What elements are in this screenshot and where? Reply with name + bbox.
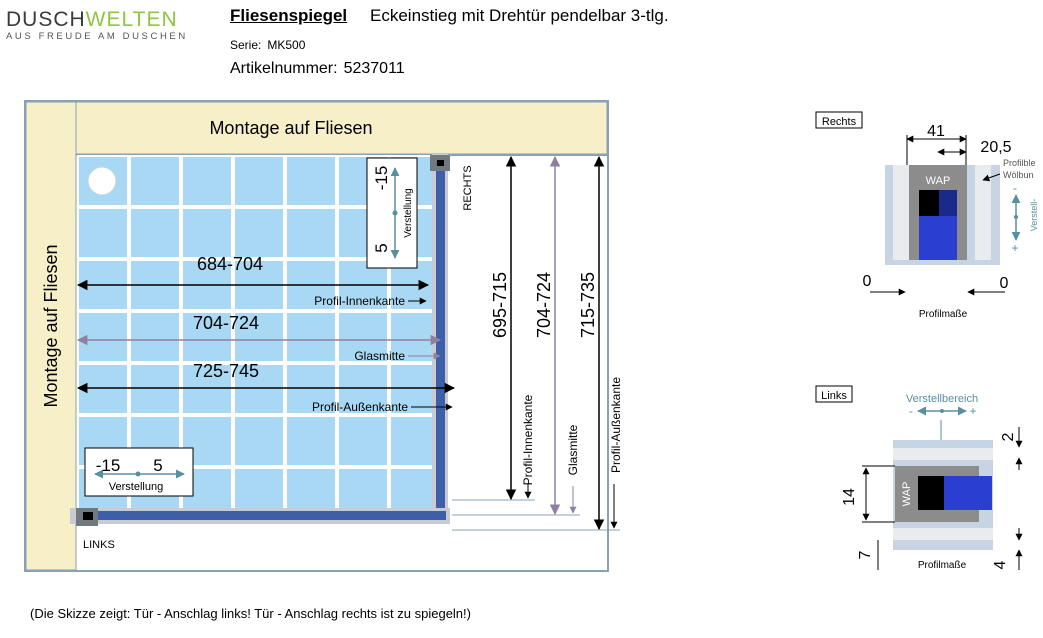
artikel-label: Artikelnummer: xyxy=(230,60,338,77)
detail-rechts-dim-top: 41 xyxy=(927,123,945,140)
adjust-right-label: Verstellung xyxy=(403,188,414,238)
serie-label: Serie: xyxy=(230,38,262,52)
detail-rechts-zero-left: 0 xyxy=(862,273,872,290)
page-title: Fliesenspiegel xyxy=(230,6,348,25)
side-label-rechts: RECHTS xyxy=(462,165,474,211)
detail-links-caption: Profilmaße xyxy=(917,560,967,571)
detail-rechts-caption: Profilmaße xyxy=(918,309,968,320)
vdim-value-2: 715-735 xyxy=(578,271,598,339)
detail-rechts-adjust-label: Verstell- xyxy=(1029,198,1039,232)
footer-note: (Die Skizze zeigt: Tür - Anschlag links! Tür - Anschlag rechts ist zu spiegeln!) xyxy=(30,606,471,621)
hdim-label-2: Profil-Außenkante xyxy=(311,400,408,414)
vdim-label-1: Glasmitte xyxy=(566,424,580,476)
wall-left-label: Montage auf Fliesen xyxy=(41,244,61,408)
vdim-label-2: Profil-Außenkante xyxy=(609,376,623,474)
hdim-value-0: 684-704 xyxy=(196,254,264,274)
detail-links-dim-bottom-right: 4 xyxy=(992,560,1009,570)
glass-profile-right xyxy=(430,154,450,522)
vdim-value-1: 704-724 xyxy=(534,271,554,339)
adjust-left-label: Verstellung xyxy=(108,481,164,493)
detail-links-dim-bottom-left: 7 xyxy=(857,550,874,560)
detail-rechts-plus: + xyxy=(1011,241,1019,255)
detail-links-minus: - xyxy=(909,404,913,418)
detail-links-dim-top: 2 xyxy=(1000,432,1017,442)
detail-rechts-zero-right: 0 xyxy=(999,275,1009,292)
hdim-label-1: Glasmitte xyxy=(354,349,405,363)
adjust-left-min: -15 xyxy=(95,456,121,475)
drain-icon xyxy=(88,167,116,195)
detail-rechts-dim-right: 20,5 xyxy=(980,139,1012,156)
detail-links-tag: Links xyxy=(821,390,847,402)
glass-profile-bottom xyxy=(70,508,450,526)
brand-name-part2: WELTEN xyxy=(85,8,178,31)
detail-links xyxy=(816,386,1019,571)
hdim-label-0: Profil-Innenkante xyxy=(314,294,405,308)
detail-links-range-label: Verstellbereich xyxy=(905,393,979,405)
detail-links-plus: + xyxy=(969,404,977,418)
detail-rechts xyxy=(816,112,1039,320)
detail-rechts-minus: - xyxy=(1013,181,1017,195)
serie-value: MK500 xyxy=(267,38,306,52)
vdim-value-0: 695-715 xyxy=(490,271,510,339)
hdim-value-1: 704-724 xyxy=(192,313,260,333)
brand-name-part1: DUSCH xyxy=(6,8,86,31)
page-subtitle: Eckeinstieg mit Drehtür pendelbar 3-tlg. xyxy=(370,6,669,25)
adjust-right-max: 5 xyxy=(372,243,391,253)
detail-rechts-note-bottom: Wölbun xyxy=(1003,170,1034,180)
brand-tagline: AUS FREUDE AM DUSCHEN xyxy=(6,31,188,42)
vdim-label-0: Profil-Innenkante xyxy=(521,394,535,486)
detail-rechts-wap: WAP xyxy=(925,175,951,187)
artikel-value: 5237011 xyxy=(343,60,405,77)
side-label-links: LINKS xyxy=(83,539,115,551)
detail-rechts-note-top: Profilble xyxy=(1003,158,1036,168)
adjust-right-min: -15 xyxy=(372,165,391,191)
adjust-box-left xyxy=(85,448,193,496)
detail-links-dim-left: 14 xyxy=(841,488,858,506)
adjust-left-max: 5 xyxy=(153,456,163,475)
adjust-box-right xyxy=(367,158,417,268)
detail-rechts-tag: Rechts xyxy=(821,116,857,128)
hdim-value-2: 725-745 xyxy=(192,361,260,381)
detail-links-wap: WAP xyxy=(901,481,913,507)
wall-top-label: Montage auf Fliesen xyxy=(209,118,373,138)
